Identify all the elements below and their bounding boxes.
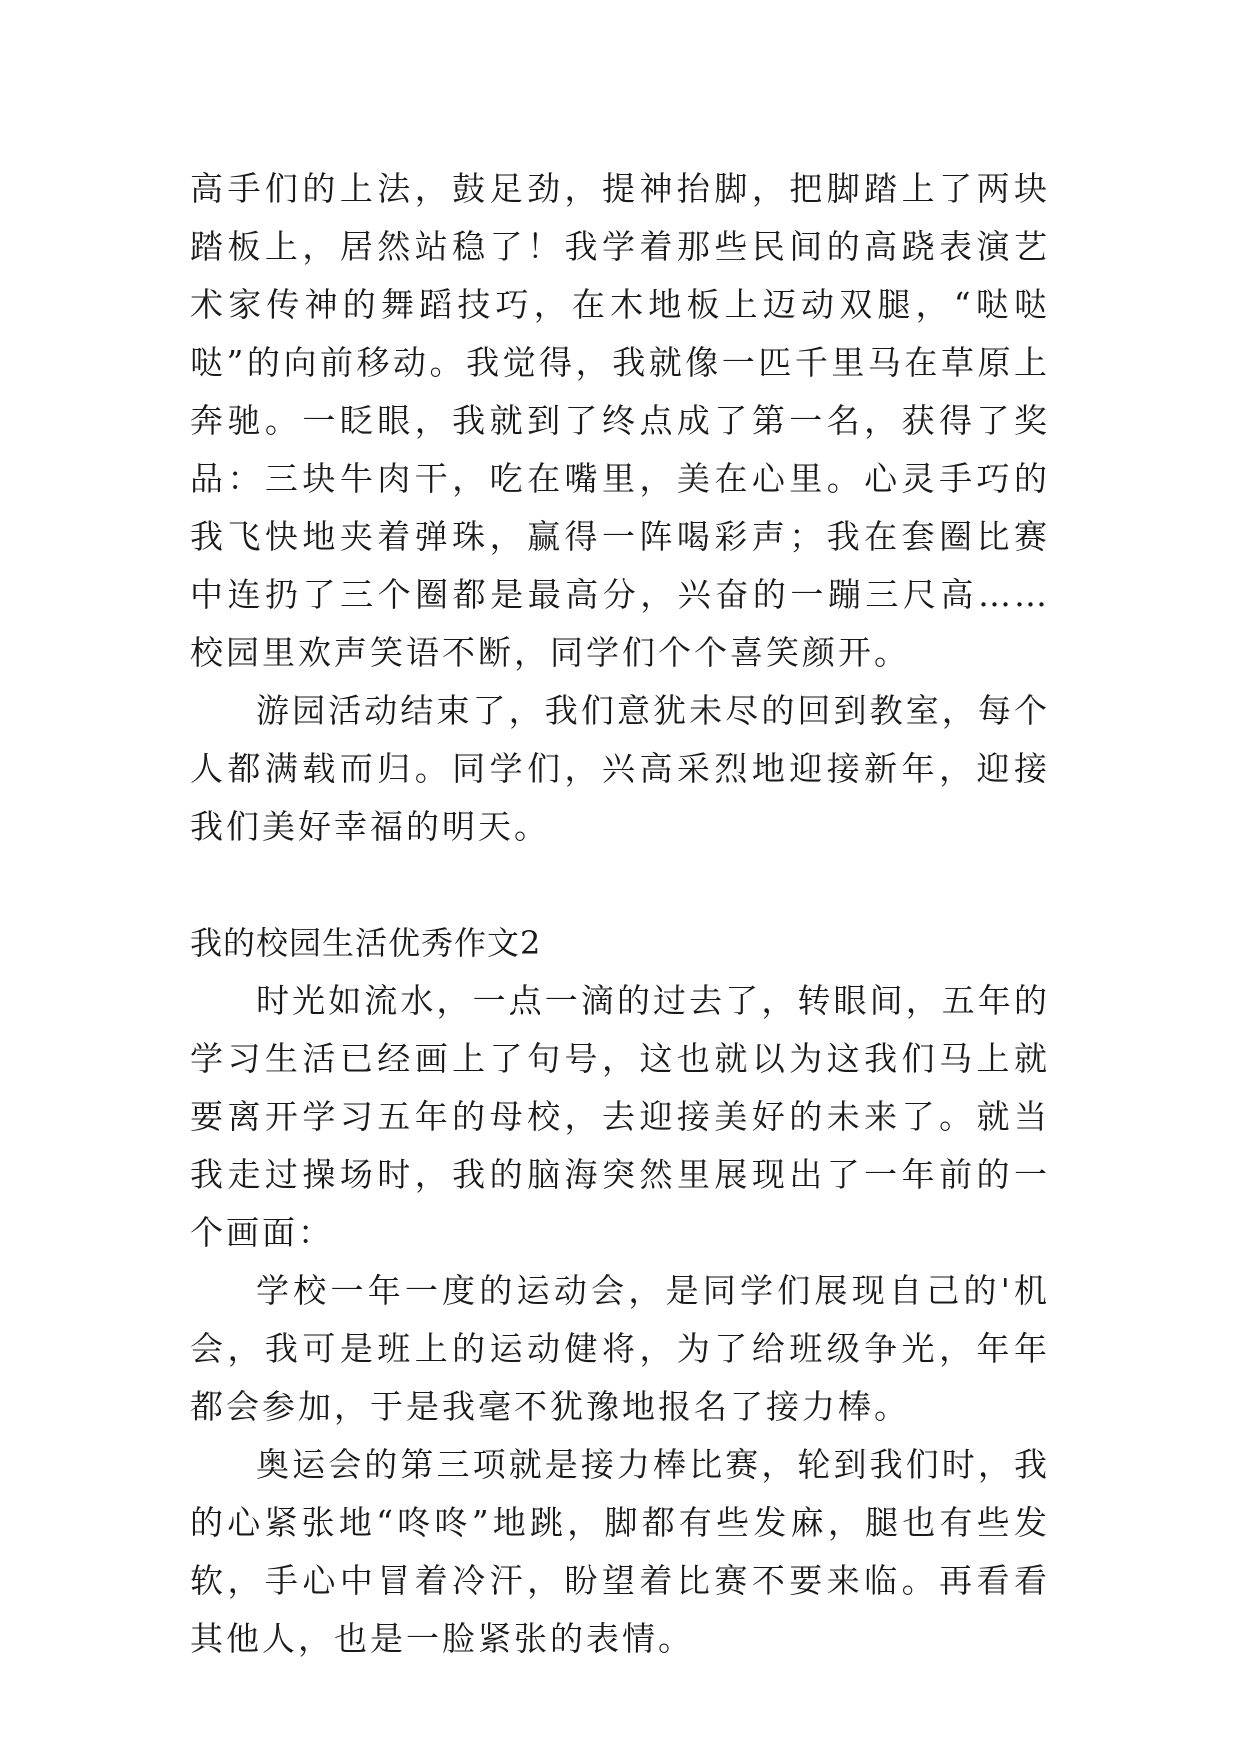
paragraph: 奥运会的第三项就是接力棒比赛，轮到我们时，我的心紧张地“咚咚”地跳，脚都有些发麻，腿也有些发软，手心中冒着冷汗，盼望着比赛不要来临。再看看其他人，也是一脸紧张的表情。 bbox=[190, 1445, 1050, 1658]
document-body bbox=[190, 160, 1050, 1668]
paragraph: 时光如流水，一点一滴的过去了，转眼间，五年的学习生活已经画上了句号，这也就以为这我们马上就要离开学习五年的母校，去迎接美好的未来了。就当我走过操场时，我的脑海突然里展现出了一年前的一个画面： bbox=[190, 981, 1050, 1252]
essay-heading: 我的校园生活优秀作文2 bbox=[190, 924, 542, 962]
paragraph: 学校一年一度的运动会，是同学们展现自己的'机会，我可是班上的运动健将，为了给班级争光，年年都会参加，于是我毫不犹豫地报名了接力棒。 bbox=[190, 1271, 1050, 1426]
paragraph: 游园活动结束了，我们意犹未尽的回到教室，每个人都满载而归。同学们，兴高采烈地迎接新年，迎接我们美好幸福的明天。 bbox=[190, 691, 1050, 846]
paragraph-continued: 高手们的上法，鼓足劲，提神抬脚，把脚踏上了两块踏板上，居然站稳了！我学着那些民间的高跷表演艺术家传神的舞蹈技巧，在木地板上迈动双腿，“哒哒哒”的向前移动。我觉得，我就像一匹千里马在草原上奔驰。一眨眼，我就到了终点成了第一名，获得了奖品：三块牛肉干，吃在嘴里，美在心里。心灵手巧的我飞快地夹着弹珠，赢得一阵喝彩声；我在套圈比赛中连扔了三个圈都是最高分，兴奋的一蹦三尺高……校园里欢声笑语不断，同学们个个喜笑颜开。 bbox=[190, 169, 1050, 672]
